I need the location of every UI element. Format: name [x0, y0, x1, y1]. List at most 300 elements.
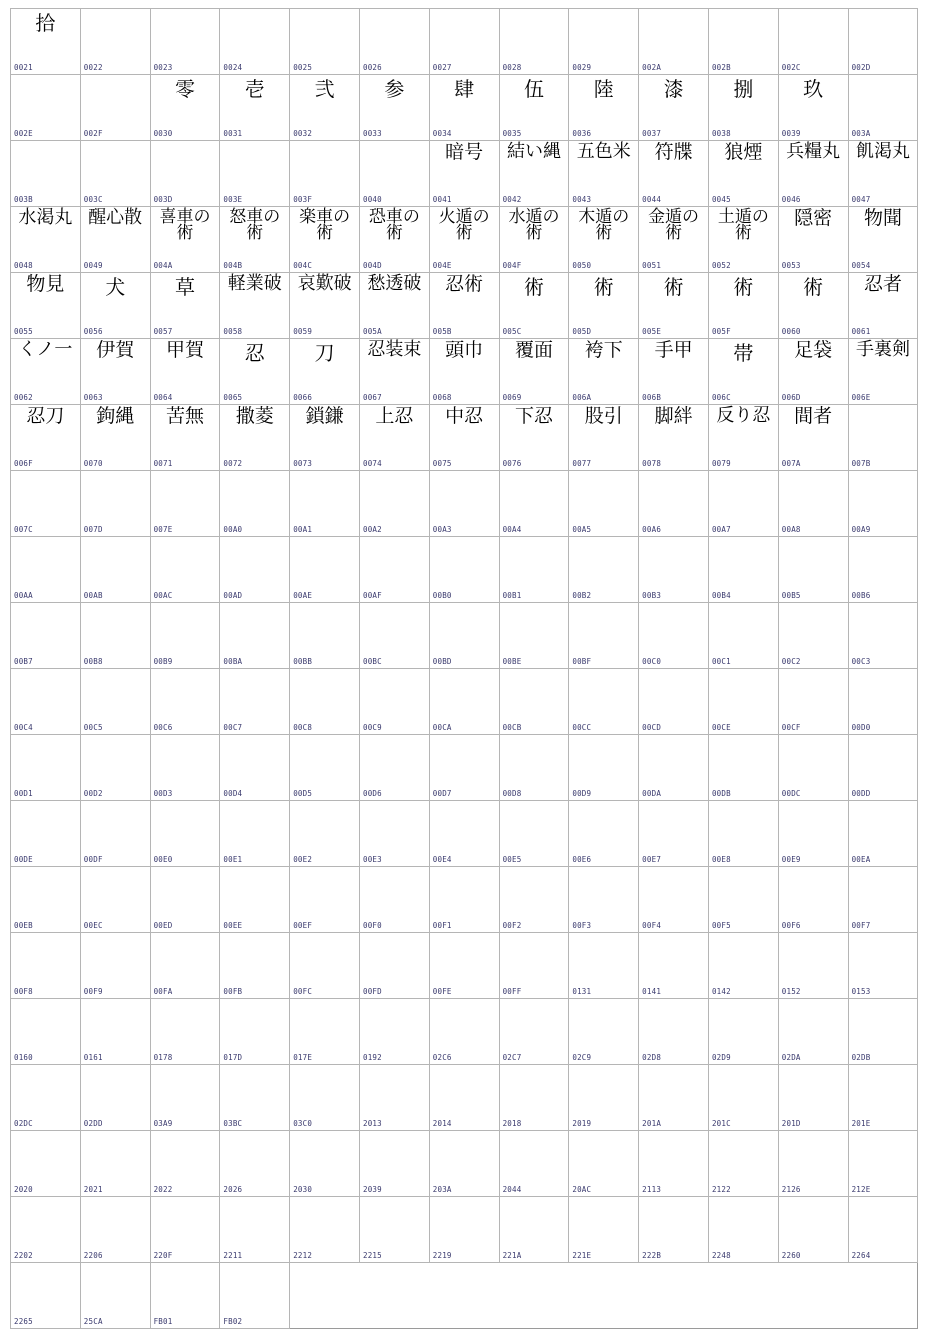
glyph-cell[interactable]	[848, 735, 918, 801]
glyph-cell[interactable]	[220, 999, 290, 1065]
glyph-codepoint: 00F2	[502, 921, 522, 930]
glyph-cell[interactable]	[220, 537, 290, 603]
glyph-cell[interactable]	[429, 801, 499, 867]
glyph-cell[interactable]	[778, 273, 848, 339]
glyph-cell[interactable]	[639, 999, 709, 1065]
glyph-cell[interactable]	[220, 1065, 290, 1131]
glyph-cell[interactable]	[429, 273, 499, 339]
glyph-cell[interactable]	[708, 75, 778, 141]
glyph-cell[interactable]	[11, 669, 81, 735]
glyph-cell[interactable]	[778, 1197, 848, 1263]
glyph-cell[interactable]	[848, 1197, 918, 1263]
glyph-cell[interactable]	[848, 1131, 918, 1197]
glyph-codepoint: 00F8	[14, 987, 33, 996]
glyph-cell[interactable]	[569, 75, 639, 141]
glyph-cell[interactable]	[499, 801, 569, 867]
glyph-codepoint: 00D3	[153, 789, 173, 798]
glyph-cell[interactable]	[220, 141, 290, 207]
glyph-cell[interactable]	[429, 75, 499, 141]
glyph-cell[interactable]	[499, 9, 569, 75]
glyph-cell[interactable]	[150, 273, 220, 339]
glyph-codepoint: 00D5	[293, 789, 313, 798]
glyph-cell[interactable]	[220, 75, 290, 141]
glyph-cell[interactable]	[80, 867, 150, 933]
glyph-cell[interactable]	[569, 405, 639, 471]
glyph-character: 零	[174, 77, 195, 101]
glyph-cell[interactable]	[429, 603, 499, 669]
glyph-cell[interactable]	[11, 1131, 81, 1197]
glyph-cell[interactable]	[80, 141, 150, 207]
glyph-cell[interactable]	[11, 273, 81, 339]
glyph-cell[interactable]	[429, 405, 499, 471]
glyph-cell[interactable]	[11, 9, 81, 75]
glyph-cell[interactable]	[80, 471, 150, 537]
glyph-cell[interactable]	[80, 933, 150, 999]
glyph-codepoint: 00AE	[293, 591, 313, 600]
glyph-cell[interactable]	[150, 603, 220, 669]
glyph-codepoint: 00F3	[572, 921, 592, 930]
glyph-cell[interactable]	[220, 405, 290, 471]
glyph-cell[interactable]	[220, 735, 290, 801]
glyph-codepoint: 0068	[432, 393, 452, 402]
glyph-cell[interactable]	[80, 999, 150, 1065]
glyph-cell[interactable]	[11, 867, 81, 933]
glyph-cell[interactable]	[499, 537, 569, 603]
glyph-cell[interactable]	[359, 273, 429, 339]
glyph-cell[interactable]	[359, 603, 429, 669]
glyph-cell[interactable]	[778, 471, 848, 537]
glyph-cell[interactable]	[708, 933, 778, 999]
glyph-cell[interactable]	[708, 9, 778, 75]
glyph-cell[interactable]	[11, 1263, 81, 1329]
glyph-cell[interactable]	[150, 801, 220, 867]
glyph-cell[interactable]	[220, 1197, 290, 1263]
glyph-cell[interactable]	[848, 669, 918, 735]
glyph-codepoint: 005C	[502, 327, 522, 336]
glyph-codepoint: 0178	[153, 1053, 173, 1062]
glyph-codepoint: 0067	[362, 393, 382, 402]
glyph-cell[interactable]	[499, 273, 569, 339]
glyph-cell[interactable]	[290, 603, 360, 669]
glyph-cell[interactable]	[150, 669, 220, 735]
glyph-cell[interactable]	[429, 933, 499, 999]
glyph-cell[interactable]	[290, 1131, 360, 1197]
glyph-cell[interactable]	[848, 801, 918, 867]
glyph-codepoint: 00C7	[223, 723, 243, 732]
glyph-cell[interactable]	[778, 1131, 848, 1197]
glyph-codepoint: FB02	[223, 1317, 243, 1326]
glyph-cell[interactable]	[80, 537, 150, 603]
glyph-cell[interactable]	[80, 1197, 150, 1263]
glyph-cell[interactable]	[80, 9, 150, 75]
glyph-character: 術	[733, 275, 754, 299]
table-row	[11, 1131, 918, 1197]
glyph-cell[interactable]	[11, 1065, 81, 1131]
glyph-cell[interactable]	[708, 273, 778, 339]
glyph-cell[interactable]	[150, 141, 220, 207]
glyph-cell[interactable]	[778, 141, 848, 207]
glyph-cell[interactable]	[639, 669, 709, 735]
glyph-cell[interactable]	[778, 801, 848, 867]
glyph-cell[interactable]	[569, 141, 639, 207]
glyph-cell[interactable]	[499, 471, 569, 537]
glyph-cell[interactable]	[11, 207, 81, 273]
glyph-cell[interactable]	[359, 1065, 429, 1131]
glyph-cell[interactable]	[639, 735, 709, 801]
glyph-cell[interactable]	[150, 1131, 220, 1197]
glyph-cell[interactable]	[11, 999, 81, 1065]
glyph-cell[interactable]	[569, 471, 639, 537]
glyph-cell[interactable]	[848, 999, 918, 1065]
glyph-cell[interactable]	[499, 1065, 569, 1131]
glyph-cell[interactable]	[80, 207, 150, 273]
glyph-cell[interactable]	[708, 669, 778, 735]
glyph-cell[interactable]	[639, 1065, 709, 1131]
glyph-codepoint: 003C	[83, 195, 103, 204]
glyph-character: 陸	[593, 77, 614, 101]
glyph-codepoint: 2206	[83, 1251, 103, 1260]
glyph-cell[interactable]	[499, 933, 569, 999]
glyph-cell[interactable]	[708, 603, 778, 669]
glyph-cell[interactable]	[708, 471, 778, 537]
glyph-character: 脚絆	[654, 405, 693, 427]
glyph-cell[interactable]	[639, 537, 709, 603]
glyph-cell[interactable]	[569, 603, 639, 669]
glyph-cell[interactable]	[569, 801, 639, 867]
glyph-cell[interactable]	[290, 9, 360, 75]
glyph-cell[interactable]	[848, 603, 918, 669]
glyph-cell[interactable]	[150, 735, 220, 801]
glyph-cell[interactable]	[290, 1197, 360, 1263]
glyph-cell[interactable]	[429, 471, 499, 537]
glyph-cell[interactable]	[290, 867, 360, 933]
glyph-cell[interactable]	[150, 933, 220, 999]
glyph-cell[interactable]	[778, 9, 848, 75]
glyph-cell[interactable]	[359, 207, 429, 273]
glyph-cell[interactable]	[778, 603, 848, 669]
glyph-codepoint: 00AD	[223, 591, 243, 600]
glyph-codepoint: 00D6	[362, 789, 382, 798]
glyph-cell[interactable]	[11, 339, 81, 405]
glyph-cell[interactable]	[708, 1065, 778, 1131]
glyph-cell[interactable]	[848, 867, 918, 933]
glyph-cell[interactable]	[778, 735, 848, 801]
glyph-cell[interactable]	[708, 867, 778, 933]
glyph-cell[interactable]	[290, 1065, 360, 1131]
glyph-cell[interactable]	[11, 405, 81, 471]
glyph-cell[interactable]	[778, 669, 848, 735]
glyph-cell[interactable]	[11, 933, 81, 999]
glyph-cell[interactable]	[639, 1197, 709, 1263]
glyph-codepoint: 0063	[83, 393, 103, 402]
glyph-character: 覆面	[514, 339, 553, 361]
glyph-codepoint: 00CC	[572, 723, 592, 732]
glyph-cell[interactable]	[569, 999, 639, 1065]
glyph-cell[interactable]	[708, 1197, 778, 1263]
glyph-cell[interactable]	[569, 273, 639, 339]
glyph-cell[interactable]	[429, 9, 499, 75]
glyph-cell[interactable]	[848, 1065, 918, 1131]
glyph-cell[interactable]	[708, 735, 778, 801]
glyph-cell[interactable]	[290, 405, 360, 471]
glyph-cell[interactable]	[499, 1131, 569, 1197]
glyph-character: 拾	[35, 11, 56, 35]
glyph-cell[interactable]	[778, 75, 848, 141]
glyph-cell[interactable]	[220, 603, 290, 669]
glyph-cell[interactable]	[220, 933, 290, 999]
glyph-cell[interactable]	[150, 75, 220, 141]
glyph-cell[interactable]	[848, 933, 918, 999]
glyph-cell[interactable]	[359, 735, 429, 801]
glyph-cell[interactable]	[429, 1065, 499, 1131]
glyph-character: 忍装束	[367, 339, 422, 360]
glyph-cell[interactable]	[429, 867, 499, 933]
glyph-character: 忍者	[863, 273, 902, 295]
glyph-character: 頭巾	[445, 339, 484, 361]
glyph-cell[interactable]	[848, 9, 918, 75]
glyph-cell[interactable]	[150, 207, 220, 273]
glyph-character: 苦無	[165, 405, 204, 427]
glyph-cell[interactable]	[569, 339, 639, 405]
glyph-cell[interactable]	[150, 339, 220, 405]
glyph-codepoint: 00B7	[14, 657, 33, 666]
glyph-cell[interactable]	[359, 999, 429, 1065]
glyph-cell[interactable]	[778, 867, 848, 933]
glyph-cell[interactable]	[220, 273, 290, 339]
glyph-cell[interactable]	[11, 603, 81, 669]
glyph-cell[interactable]	[499, 735, 569, 801]
glyph-cell[interactable]	[220, 9, 290, 75]
glyph-cell[interactable]	[499, 867, 569, 933]
glyph-cell[interactable]	[359, 1197, 429, 1263]
table-row	[11, 141, 918, 207]
glyph-cell[interactable]	[708, 405, 778, 471]
glyph-cell[interactable]	[639, 273, 709, 339]
glyph-cell[interactable]	[290, 273, 360, 339]
glyph-cell[interactable]	[499, 669, 569, 735]
glyph-codepoint: 00F7	[851, 921, 871, 930]
glyph-cell[interactable]	[80, 1131, 150, 1197]
glyph-cell[interactable]	[848, 75, 918, 141]
glyph-cell[interactable]	[429, 339, 499, 405]
glyph-cell[interactable]	[80, 339, 150, 405]
glyph-cell[interactable]	[359, 867, 429, 933]
glyph-cell[interactable]	[848, 405, 918, 471]
glyph-cell[interactable]	[150, 999, 220, 1065]
glyph-codepoint: 201C	[711, 1119, 731, 1128]
glyph-codepoint: 00E1	[223, 855, 243, 864]
glyph-cell[interactable]	[639, 405, 709, 471]
glyph-cell[interactable]	[639, 603, 709, 669]
glyph-cell[interactable]	[848, 273, 918, 339]
glyph-cell[interactable]	[708, 999, 778, 1065]
glyph-cell[interactable]	[359, 1131, 429, 1197]
glyph-cell[interactable]	[11, 471, 81, 537]
glyph-cell[interactable]	[359, 75, 429, 141]
glyph-cell[interactable]	[639, 471, 709, 537]
glyph-cell[interactable]	[569, 867, 639, 933]
glyph-cell[interactable]	[569, 537, 639, 603]
glyph-cell[interactable]	[359, 141, 429, 207]
glyph-cell[interactable]	[150, 537, 220, 603]
glyph-cell[interactable]	[848, 339, 918, 405]
glyph-cell[interactable]	[290, 933, 360, 999]
glyph-cell[interactable]	[778, 1065, 848, 1131]
glyph-cell[interactable]	[499, 141, 569, 207]
glyph-cell[interactable]	[499, 405, 569, 471]
glyph-cell[interactable]	[639, 867, 709, 933]
glyph-codepoint: 2013	[362, 1119, 382, 1128]
glyph-cell[interactable]	[150, 1197, 220, 1263]
glyph-codepoint: 0056	[83, 327, 103, 336]
glyph-cell[interactable]	[569, 9, 639, 75]
glyph-cell[interactable]	[848, 471, 918, 537]
glyph-cell[interactable]	[290, 141, 360, 207]
glyph-cell[interactable]	[708, 141, 778, 207]
glyph-cell[interactable]	[499, 207, 569, 273]
glyph-cell[interactable]	[569, 933, 639, 999]
glyph-cell[interactable]	[499, 999, 569, 1065]
glyph-cell[interactable]	[150, 1263, 220, 1329]
glyph-cell[interactable]	[429, 735, 499, 801]
glyph-codepoint: 2122	[711, 1185, 731, 1194]
glyph-cell[interactable]	[778, 207, 848, 273]
glyph-character: 足袋	[794, 339, 833, 361]
glyph-cell[interactable]	[220, 1131, 290, 1197]
glyph-cell[interactable]	[80, 1263, 150, 1329]
glyph-cell[interactable]	[220, 1263, 290, 1329]
glyph-codepoint: 00E3	[362, 855, 382, 864]
glyph-cell[interactable]	[290, 801, 360, 867]
glyph-codepoint: 0039	[781, 129, 801, 138]
glyph-cell[interactable]	[708, 339, 778, 405]
glyph-cell[interactable]	[290, 339, 360, 405]
glyph-cell[interactable]	[639, 207, 709, 273]
glyph-cell[interactable]	[359, 405, 429, 471]
glyph-cell[interactable]	[639, 75, 709, 141]
glyph-cell[interactable]	[80, 735, 150, 801]
glyph-cell[interactable]	[220, 867, 290, 933]
glyph-cell[interactable]	[569, 669, 639, 735]
glyph-cell[interactable]	[499, 75, 569, 141]
glyph-cell[interactable]	[220, 207, 290, 273]
glyph-cell[interactable]	[150, 471, 220, 537]
glyph-cell[interactable]	[639, 1131, 709, 1197]
glyph-cell[interactable]	[429, 141, 499, 207]
glyph-cell[interactable]	[429, 999, 499, 1065]
glyph-cell[interactable]	[220, 669, 290, 735]
glyph-cell[interactable]	[778, 339, 848, 405]
glyph-cell[interactable]	[359, 471, 429, 537]
glyph-cell[interactable]	[290, 537, 360, 603]
glyph-cell[interactable]	[639, 801, 709, 867]
glyph-cell[interactable]	[569, 1065, 639, 1131]
glyph-cell[interactable]	[80, 75, 150, 141]
glyph-cell[interactable]	[639, 141, 709, 207]
glyph-cell[interactable]	[708, 537, 778, 603]
glyph-cell[interactable]	[429, 207, 499, 273]
glyph-cell[interactable]	[848, 537, 918, 603]
glyph-cell[interactable]	[639, 9, 709, 75]
glyph-codepoint: 00C0	[642, 657, 662, 666]
glyph-cell[interactable]	[639, 339, 709, 405]
glyph-cell[interactable]	[708, 801, 778, 867]
glyph-cell[interactable]	[290, 471, 360, 537]
glyph-cell[interactable]	[778, 405, 848, 471]
glyph-cell[interactable]	[848, 207, 918, 273]
glyph-cell[interactable]	[569, 1131, 639, 1197]
glyph-cell[interactable]	[220, 471, 290, 537]
glyph-cell[interactable]	[290, 75, 360, 141]
glyph-codepoint: 00CF	[781, 723, 801, 732]
glyph-cell[interactable]	[359, 9, 429, 75]
glyph-cell[interactable]	[359, 669, 429, 735]
glyph-cell[interactable]	[429, 537, 499, 603]
glyph-codepoint: 00D4	[223, 789, 243, 798]
glyph-cell[interactable]	[778, 999, 848, 1065]
glyph-cell[interactable]	[80, 801, 150, 867]
glyph-cell[interactable]	[499, 339, 569, 405]
glyph-cell[interactable]	[359, 537, 429, 603]
glyph-cell[interactable]	[639, 933, 709, 999]
glyph-cell[interactable]	[359, 933, 429, 999]
glyph-cell[interactable]	[569, 1197, 639, 1263]
glyph-codepoint: 2030	[293, 1185, 313, 1194]
glyph-cell[interactable]	[80, 1065, 150, 1131]
glyph-cell[interactable]	[150, 1065, 220, 1131]
glyph-codepoint: 00C4	[14, 723, 33, 732]
glyph-cell[interactable]	[569, 735, 639, 801]
glyph-cell[interactable]	[11, 735, 81, 801]
glyph-cell[interactable]	[429, 1131, 499, 1197]
glyph-cell[interactable]	[708, 207, 778, 273]
glyph-cell[interactable]	[11, 801, 81, 867]
glyph-cell[interactable]	[290, 735, 360, 801]
glyph-codepoint: 00C1	[711, 657, 731, 666]
glyph-cell[interactable]	[778, 933, 848, 999]
glyph-cell[interactable]	[429, 1197, 499, 1263]
glyph-cell[interactable]	[429, 669, 499, 735]
glyph-cell[interactable]	[848, 141, 918, 207]
glyph-cell[interactable]	[150, 405, 220, 471]
glyph-cell[interactable]	[569, 207, 639, 273]
glyph-cell[interactable]	[80, 669, 150, 735]
glyph-cell[interactable]	[290, 999, 360, 1065]
glyph-codepoint: 007C	[14, 525, 33, 534]
glyph-cell[interactable]	[11, 537, 81, 603]
glyph-cell[interactable]	[708, 1131, 778, 1197]
glyph-cell[interactable]	[80, 603, 150, 669]
glyph-cell[interactable]	[359, 339, 429, 405]
glyph-cell[interactable]	[290, 207, 360, 273]
glyph-cell[interactable]	[11, 75, 81, 141]
glyph-cell[interactable]	[80, 273, 150, 339]
glyph-cell[interactable]	[778, 537, 848, 603]
glyph-cell[interactable]	[11, 141, 81, 207]
glyph-cell[interactable]	[220, 801, 290, 867]
glyph-cell[interactable]	[499, 1197, 569, 1263]
glyph-cell[interactable]	[220, 339, 290, 405]
glyph-cell[interactable]	[11, 1197, 81, 1263]
glyph-cell[interactable]	[290, 669, 360, 735]
glyph-cell[interactable]	[150, 867, 220, 933]
glyph-cell[interactable]	[80, 405, 150, 471]
glyph-codepoint: 004A	[153, 261, 173, 270]
glyph-codepoint: 0077	[572, 459, 592, 468]
glyph-cell[interactable]	[499, 603, 569, 669]
glyph-cell[interactable]	[150, 9, 220, 75]
glyph-cell[interactable]	[359, 801, 429, 867]
